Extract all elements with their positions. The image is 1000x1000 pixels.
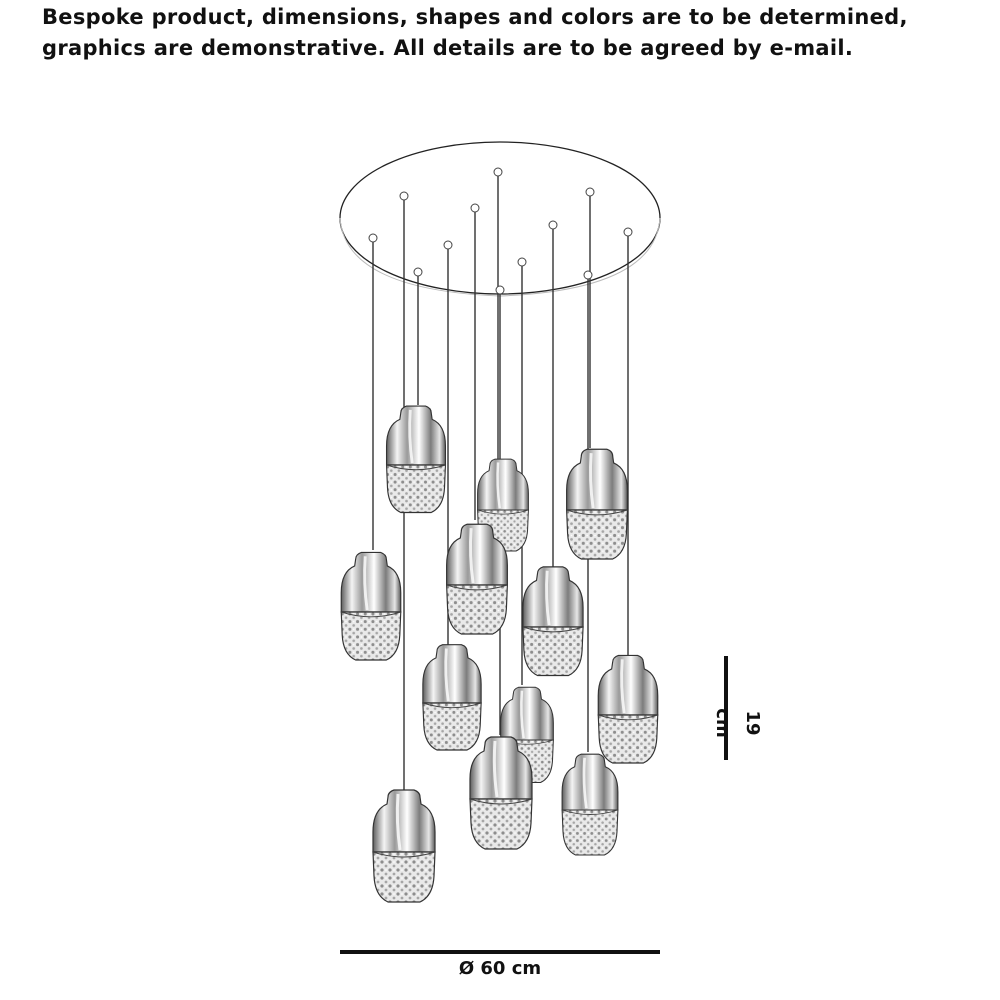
fixing-point xyxy=(518,258,526,266)
fixing-point xyxy=(444,241,452,249)
pendant-lamp xyxy=(562,754,618,855)
fixing-point xyxy=(624,228,632,236)
fixing-point xyxy=(400,192,408,200)
fixing-point xyxy=(586,188,594,196)
pendant-lamp xyxy=(423,645,481,750)
pendant-lamp xyxy=(598,655,658,763)
fixing-point xyxy=(471,204,479,212)
pendant-lamp xyxy=(341,552,401,660)
fixing-point xyxy=(494,168,502,176)
pendant-lamp xyxy=(470,737,532,849)
ceiling-canopy xyxy=(340,142,660,294)
fixing-point xyxy=(369,234,377,242)
pendant-lamp xyxy=(447,524,508,634)
pendant-lamp xyxy=(387,406,446,512)
fixing-point xyxy=(584,271,592,279)
height-dimension-label: 19 cm xyxy=(712,708,763,738)
pendant-lamp xyxy=(567,449,628,559)
bespoke-notice: Bespoke product, dimensions, shapes and colors are to be determined, graphics are demonstrative. All details are to be agreed by e-mail. xyxy=(42,5,908,60)
fixing-point xyxy=(496,286,504,294)
fixing-point xyxy=(414,268,422,276)
pendant-lamp xyxy=(373,790,435,902)
pendant-lamp xyxy=(523,567,583,676)
diameter-dimension-label: Ø 60 cm xyxy=(458,958,542,979)
fixing-point xyxy=(549,221,557,229)
